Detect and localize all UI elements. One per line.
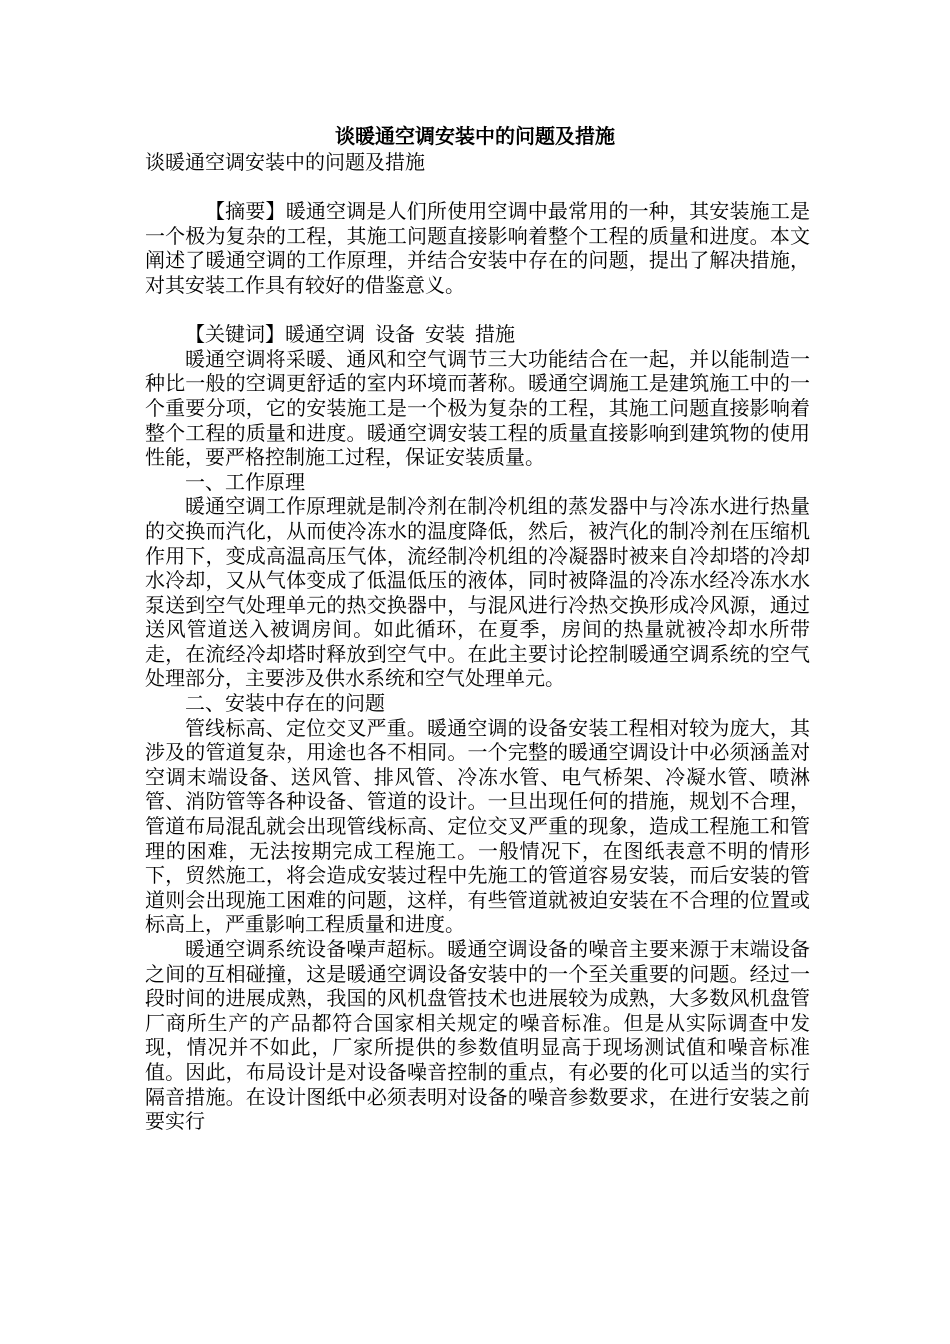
keywords-line bbox=[145, 322, 810, 347]
keyword-term: 措施 bbox=[475, 322, 515, 347]
document-body bbox=[145, 150, 810, 1134]
document-title: 谈暖通空调安装中的问题及措施 bbox=[335, 124, 615, 148]
body-paragraph: 管线标高、定位交叉严重。暖通空调的设备安装工程相对较为庞大，其涉及的管道复杂，用途也各不相同。一个完整的暖通空调设计中必须涵盖对空调末端设备、送风管、排风管、冷冻水管、电气桥架、冷凝水管、喷淋管、消防管等各种设备、管道的设计。一旦出现任何的措施，规划不合理，管道布局混乱就会出现管线标高、定位交叉严重的现象，造成工程施工和管理的困难，无法按期完成工程施工。一般情况下，在图纸表意不明的情形下，贸然施工，将会造成安装过程中先施工的管道容易安装，而后安装的管道则会出现施工困难的问题，这样，有些管道就被迫安装在不合理的位置或标高上，严重影响工程质量和进度。 bbox=[145, 715, 810, 937]
document-subtitle: 谈暖通空调安装中的问题及措施 bbox=[145, 150, 425, 174]
body-paragraph: 暖通空调将采暖、通风和空气调节三大功能结合在一起，并以能制造一种比一般的空调更舒适的室内环境而著称。暖通空调施工是建筑施工中的一个重要分项，它的安装施工是一个极为复杂的工程，其施工问题直接影响着整个工程的质量和进度。暖通空调安装工程的质量直接影响到建筑物的使用性能，要严格控制施工过程，保证安装质量。 bbox=[145, 346, 810, 470]
keyword-term: 暖通空调 bbox=[285, 322, 365, 347]
blank-line bbox=[145, 175, 810, 200]
keywords-label: 【关键词】 bbox=[185, 322, 285, 347]
section-heading: 二、安装中存在的问题 bbox=[185, 691, 385, 716]
blank-line bbox=[145, 298, 810, 323]
section-heading: 一、工作原理 bbox=[185, 469, 305, 494]
keyword-term: 安装 bbox=[425, 322, 465, 347]
keyword-term: 设备 bbox=[375, 322, 415, 347]
body-paragraph: 暖通空调工作原理就是制冷剂在制冷机组的蒸发器中与冷冻水进行热量的交换而汽化，从而使冷冻水的温度降低，然后，被汽化的制冷剂在压缩机作用下，变成高温高压气体，流经制冷机组的冷凝器时被来自冷却塔的冷却水冷却，又从气体变成了低温低压的液体，同时被降温的冷冻水经冷冻水水泵送到空气处理单元的热交换器中，与混风进行冷热交换形成冷风源，通过送风管道送入被调房间。如此循环，在夏季，房间的热量就被冷却水所带走，在流经冷却塔时释放到空气中。在此主要讨论控制暖通空调系统的空气处理部分，主要涉及供水系统和空气处理单元。 bbox=[145, 494, 810, 691]
body-paragraph: 暖通空调系统设备噪声超标。暖通空调设备的噪音主要来源于末端设备之间的互相碰撞，这是暖通空调设备安装中的一个至关重要的问题。经过一段时间的进展成熟，我国的风机盘管技术也进展较为成熟，大多数风机盘管厂商所生产的产品都符合国家相关规定的噪音标准。但是从实际调查中发现，情况并不如此，厂家所提供的参数值明显高于现场测试值和噪音标准值。因此，布局设计是对设备噪音控制的重点，有必要的化可以适当的实行隔音措施。在设计图纸中必须表明对设备的噪音参数要求，在进行安装之前要实行 bbox=[145, 937, 810, 1134]
abstract-paragraph: 【摘要】暖通空调是人们所使用空调中最常用的一种，其安装施工是一个极为复杂的工程，其施工问题直接影响着整个工程的质量和进度。本文阐述了暖通空调的工作原理，并结合安装中存在的问题，提出了解决措施，对其安装工作具有较好的借鉴意义。 bbox=[145, 199, 810, 297]
